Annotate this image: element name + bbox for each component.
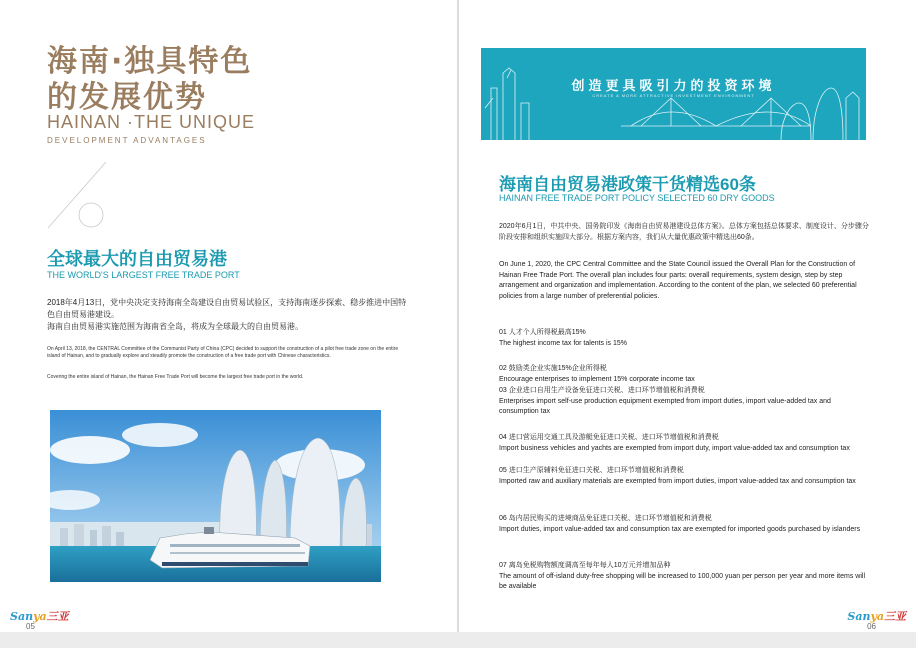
policy-item xyxy=(499,514,869,535)
intro-cn-paragraph-1: 2018年4月13日，党中央决定支持海南全岛建设自由贸易试验区，支持海南逐步探索、稳步推进中国特色自由贸易港建设。 xyxy=(47,298,407,319)
policy-item-cn: 05 进口生产原辅料免征进口关税、进口环节增值税和消费税 xyxy=(499,467,684,474)
decorative-line-circle xyxy=(46,160,116,230)
intro-en-paragraph-1: On April 13, 2018, the CENTRAL Committee of the Communist Party of China (CPC) decided to support the construction of a pilot free trade zone on the entire island of Hainan, and to gradually explore and steadily promote the construction of a free trade port with Chinese characteristics. xyxy=(47,346,399,359)
intro-cn xyxy=(47,297,407,333)
section-title-en: THE WORLD'S LARGEST FREE TRADE PORT xyxy=(47,270,240,280)
logo-text-3: 三亚 xyxy=(884,610,906,623)
policy-item-en: The amount of off-island duty-free shopping will be increased to 100,000 yuan per person per year and more items will be available xyxy=(499,572,866,590)
page-title-cn xyxy=(47,44,252,116)
policy-item-en: Imported raw and auxiliary materials are exempted from import duties, import value-added tax and consumption tax xyxy=(499,477,856,485)
banner-subtitle: CREATE A MORE ATTRACTIVE INVESTMENT ENVIRONMENT xyxy=(592,93,755,98)
policy-item-cn: 01 人才个人所得税最高15% xyxy=(499,329,586,336)
policy-intro-cn: 2020年6月1日，中共中央、国务院印发《海南自由贸易港建设总体方案》。总体方案包括总体要求、制度设计、分步骤分阶段安排和组织实施四大部分。根据方案内容，我们从大量优惠政策中精选出60条。 xyxy=(499,223,869,241)
sanya-logo xyxy=(10,608,69,624)
intro-cn-paragraph-2: 海南自由贸易港实施范围为海南省全岛，将成为全球最大的自由贸易港。 xyxy=(47,322,303,331)
policy-title-en: HAINAN FREE TRADE PORT POLICY SELECTED 60 DRY GOODS xyxy=(499,193,775,203)
policy-item-en: Encourage enterprises to implement 15% corporate income tax xyxy=(499,375,695,383)
section-title-cn: 全球最大的自由贸易港 xyxy=(47,249,227,269)
sanya-logo xyxy=(847,608,906,624)
logo-text-1: San xyxy=(10,610,34,623)
policy-item-en: The highest income tax for talents is 15% xyxy=(499,339,628,347)
policy-item-cn: 02 鼓励类企业实施15%企业所得税 xyxy=(499,365,607,372)
policy-item xyxy=(499,561,869,593)
right-page xyxy=(459,0,916,632)
policy-item-cn: 04 进口营运用交通工具及游艇免征进口关税、进口环节增值税和消费税 xyxy=(499,434,719,441)
page-number: 05 xyxy=(26,622,35,631)
logo-text-1: San xyxy=(847,610,871,623)
policy-item-en: Enterprises import self-use production equipment exempted from import duties, import value-added tax and consumption tax xyxy=(499,397,831,415)
policy-item-cn: 03 企业进口自用生产设备免征进口关税、进口环节增值税和消费税 xyxy=(499,387,705,394)
banner-title: 创造更具吸引力的投资环境 xyxy=(571,78,776,93)
policy-item-en: Import duties, import value-added tax and consumption tax are exempted for imported goods purchased by islanders xyxy=(499,525,861,533)
policy-item xyxy=(499,433,869,454)
policy-title-cn: 海南自由贸易港政策干货精选60条 xyxy=(499,175,756,194)
logo-text-2: ya xyxy=(870,610,884,623)
policy-item-en: Import business vehicles and yachts are exempted from import duty, import value-added tax and consumption tax xyxy=(499,444,850,452)
title-line-2: 的发展优势 xyxy=(47,80,207,115)
page-number: 06 xyxy=(867,622,876,631)
policy-item xyxy=(499,466,869,487)
policy-item-cn: 06 岛内居民购买的进境商品免征进口关税、进口环节增值税和消费税 xyxy=(499,515,712,522)
page-subtitle-en: DEVELOPMENT ADVANTAGES xyxy=(47,136,207,145)
intro-en-paragraph-2: Covering the entire island of Hainan, the Hainan Free Trade Port will become the largest free trade port in the world. xyxy=(47,374,304,380)
left-page xyxy=(0,0,457,632)
logo-text-3: 三亚 xyxy=(46,610,69,623)
page-title-en: HAINAN ·THE UNIQUE xyxy=(47,112,256,132)
policy-intro-en: On June 1, 2020, the CPC Central Committee and the State Council issued the Overall Plan for the Construction of Hainan Free Trade Port. The overall plan includes four parts: overall requirements, system design, step by step arrangement and organization and implementation. According to the content of the plan, we selected 60 preferential policies from a large number of preferential policies. xyxy=(499,261,857,300)
investment-banner xyxy=(481,48,866,140)
policy-item xyxy=(499,386,869,418)
city-skyline-photo xyxy=(50,410,381,582)
logo-text-2: ya xyxy=(33,610,47,623)
title-line-1: 海南·独具特色 xyxy=(47,44,253,79)
policy-item-cn: 07 离岛免税购物额度调高至每年每人10万元并增加品种 xyxy=(499,562,671,569)
policy-item xyxy=(499,364,869,385)
policy-item xyxy=(499,328,869,349)
